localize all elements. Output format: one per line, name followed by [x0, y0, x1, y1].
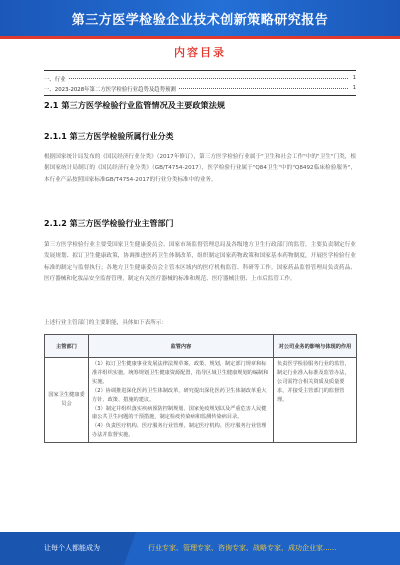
footer-slogan: 让每个人都能成为 [44, 544, 100, 552]
paragraph-regulators: 第三方医学检验行业主要受国家卫生健康委员会、国家市场监督管理总局及各级地方卫生行政部门的监管，主要负责制定行业发展规划、拟订卫生健康政策，协调推进医药卫生体制改革，组织制定国家药物政策和国家基本药物制度，开展医学检验行业标准的制定与监督执行；各地方卫生健康委员会主管本区域内的医疗机构监管、科研等工作。国家药品监督管理局负责药品、医疗器械和化妆品安全监督管理，制定有关医疗器械的标准和规范、医疗器械注册、上市后监管工作。 [44, 242, 356, 282]
table-header-impact: 对公司业务的影响与体现的作用 [274, 335, 357, 358]
duty-item: （3）制定并组织落实疾病预防控制规划、国家免疫规划以及严重危害人民健康公共卫生问题的干预措施，制定检疫传染病和监测传染病目录。 [92, 405, 267, 421]
toc-item-page: 1 [352, 85, 356, 91]
duty-item: （4）负责医疗机构、医疗服务行业管理，制定医疗机构、医疗服务行业管理办法并监督实施。 [92, 423, 267, 439]
regulator-table [44, 334, 357, 443]
paragraph-industry-classification: 根据国家统计局发布的《国民经济行业分类》（2017年修订），第三方医学检验行业属于"卫生和社会工作"中的"卫生"门类，根据国家统计局制订的《国民经济行业分类》（GB/T4754-2017），医学检验行业属于"Q84卫生"中的"Q8492临床检验服务"，本行业产品按照国家标准GB/T4754-2017的行业分类标准中的业务。 [44, 154, 356, 183]
footer-roles: 行业专家、管理专家、咨询专家、战略专家、成功企业家...... [148, 544, 337, 552]
section-heading-2-1: 2.1 第三方医学检验行业监管情况及主要政策法规 [44, 100, 226, 110]
toc-item-page: 1 [352, 75, 356, 81]
report-header-banner [0, 0, 400, 36]
toc-leader-dots [44, 78, 348, 79]
toc-item-label: 一、行业 [44, 77, 66, 83]
table-cell-dept: 国家卫生健康委员会 [45, 358, 89, 443]
table-cell-duties [89, 358, 274, 443]
table-row [45, 358, 357, 443]
footer-banner [0, 532, 400, 565]
toc-top-rule [44, 70, 356, 71]
header-red-rule [0, 36, 400, 39]
table-intro-text: 上述行业主管部门的主要职能，具体如下表所示： [44, 320, 168, 326]
table-header-row [45, 335, 357, 358]
section-heading-2-1-2: 2.1.2 第三方医学检验行业主管部门 [44, 219, 174, 228]
report-title: 第三方医学检验企业技术创新策略研究报告 [71, 13, 329, 28]
table-header-dept: 主管部门 [45, 335, 89, 358]
toc-title: 内容目录 [174, 46, 226, 59]
duty-item: （1）拟订卫生健康事业发展法律法规草案、政策、规划，制定部门规章和标准并组织实施，统筹规划卫生健康资源配置，指导区域卫生健康规划的编制和实施。 [92, 361, 269, 385]
toc-item[interactable] [44, 75, 356, 83]
section-heading-2-1-1: 2.1.1 第三方医学检验所属行业分类 [44, 132, 174, 141]
duty-item: （2）协调推进深化医药卫生体制改革，研究提出深化医药卫生体制改革重大方针、政策、措施的建议。 [92, 387, 267, 403]
table-cell-impact: 负责医学检验服务行业的监管，制定行业准入标准及监管办法，公司需符合相关资质及质量要求，并接受主管部门的监督管理。 [274, 358, 357, 443]
table-header-duties: 监管内容 [89, 335, 274, 358]
toc-bottom-rule [44, 95, 356, 96]
toc-item-label: 一、2023-2028年第二方医学检验行业趋势及趋势预测 [44, 87, 176, 93]
toc-item[interactable] [44, 85, 356, 93]
